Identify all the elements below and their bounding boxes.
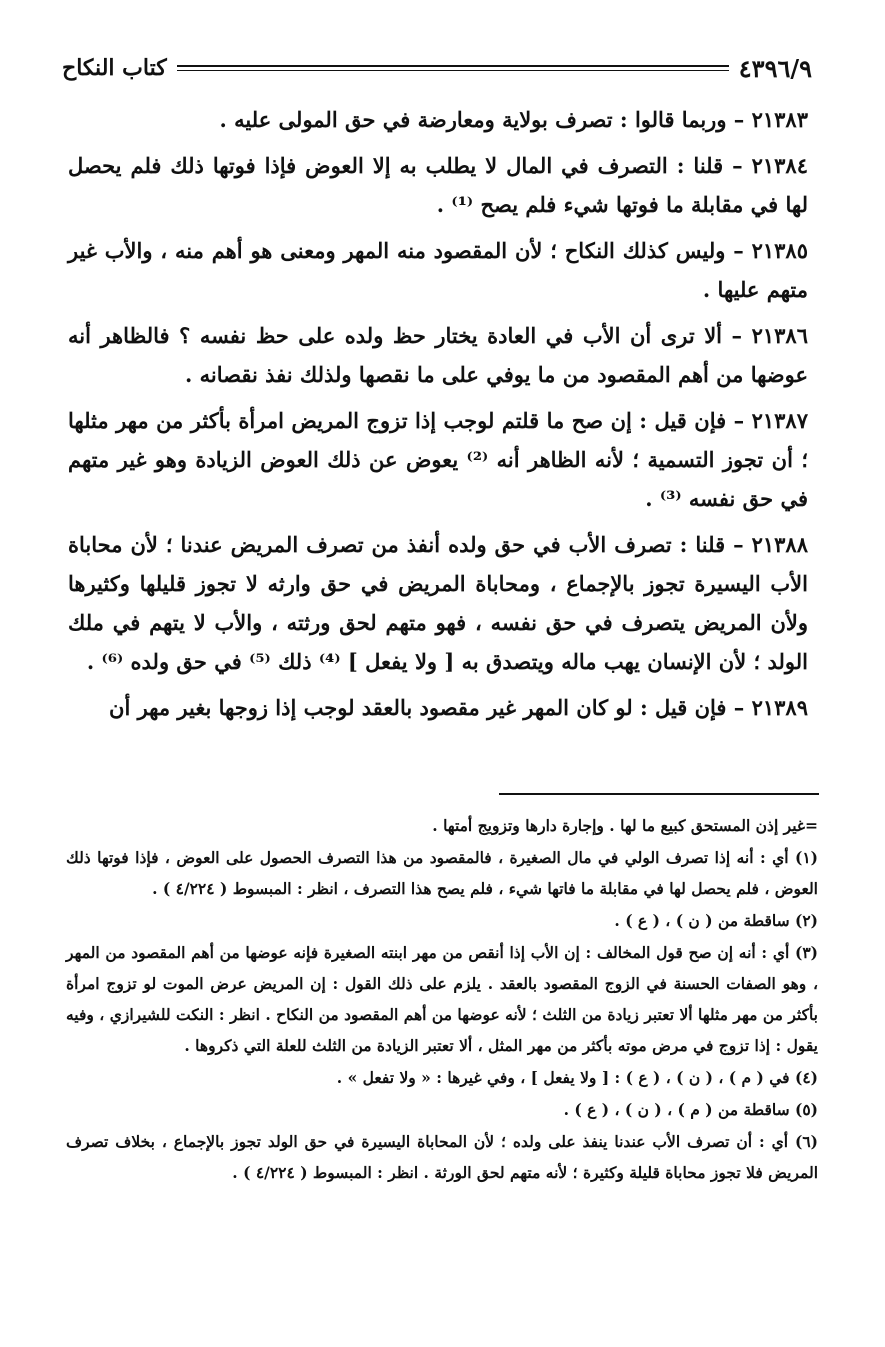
footnote: (١) أي : أنه إذا تصرف الولي في مال الصغيرة ، فالمقصود من هذا التصرف الحصول على العوض ، فإذا فوتها ذلك العوض ، فلم يحصل لها في مقابلة ما فاتها شيء ، فلم يصح هذا التصرف ، انظر : المبسوط ( ٤/٢٢٤ ) . — [66, 848, 818, 898]
page-number: ٤٣٩٦/٩ — [738, 53, 812, 83]
paragraph: ٢١٣٨٦ – ألا ترى أن الأب في العادة يختار حظ ولده على حظ نفسه ؟ فالظاهر أنه عوضها من أهم المقصود من ما يوفي على ما نقصها ولذلك نفذ نقصانه . — [68, 323, 808, 387]
book-title: كتاب النكاح — [62, 55, 167, 81]
footnote: (٢) ساقطة من ( ن ) ، ( ع ) . — [614, 911, 818, 930]
footnote: (٥) ساقطة من ( م ) ، ( ن ) ، ( ع ) . — [563, 1100, 818, 1119]
footnote-separator — [499, 793, 819, 795]
footnote: (٦) أي : أن تصرف الأب عندنا ينفذ على ولده ؛ لأن المحاباة اليسيرة في حق الولد تجوز بالإجماع ، بخلاف تصرف المريض فلا تجوز محاباة قليلة وكثيرة ؛ لأنه متهم لحق الورثة . انظر : المبسوط ( ٤/٢٢٤ ) . — [66, 1132, 818, 1182]
footnotes — [66, 810, 818, 1189]
paragraph: ٢١٣٨٣ – وربما قالوا : تصرف بولاية ومعارضة في حق المولى عليه . — [219, 107, 808, 132]
page-header — [62, 48, 812, 88]
paragraph: ٢١٣٨٩ – فإن قيل : لو كان المهر غير مقصود بالعقد لوجب إذا زوجها بغير مهر أن — [109, 695, 808, 720]
footnote: (٤) في ( م ) ، ( ن ) ، ( ع ) : [ ولا يفعل ] ، وفي غيرها : « ولا تفعل » . — [336, 1068, 818, 1087]
paragraph: ٢١٣٨٤ – قلنا : التصرف في المال لا يطلب به إلا العوض فإذا فوتها ذلك فلم يحصل لها في مقابلة ما فوتها شيء فلم يصح ⁽¹⁾ . — [68, 153, 808, 217]
paragraph: ٢١٣٨٨ – قلنا : تصرف الأب في حق ولده أنفذ من تصرف المريض عندنا ؛ لأن محاباة الأب اليسيرة تجوز بالإجماع ، ومحاباة المريض في حق وارثه لا تجوز قليلها وكثيرها ولأن المريض يتصرف في حق نفسه ، فهو متهم لحق ورثته ، والأب لا يتهم في ملك الولد ؛ لأن الإنسان يهب ماله ويتصدق به [ ولا يفعل ] ⁽⁴⁾ ذلك ⁽⁵⁾ في حق ولده ⁽⁶⁾ . — [68, 532, 808, 674]
paragraph: ٢١٣٨٥ – وليس كذلك النكاح ؛ لأن المقصود منه المهر ومعنى هو أهم منه ، والأب غير متهم عليها . — [68, 238, 808, 302]
header-rule — [177, 65, 729, 71]
footnote: (٣) أي : أنه إن صح قول المخالف : إن الأب إذا أنقص من مهر ابنته الصغيرة فإنه عوضها من أهم المقصود من المهر ، وهو الصفات الحسنة في الزوج المقصود بالعقد . يلزم على ذلك القول : إن المريض عرض الموت لو تزوج امرأة بأكثر من مهر مثلها ألا تعتبر زيادة من الثلث ؛ لأنه عوضها من أهم المقصود من النكاح . انظر : النكت للشيرازي ، وفيه يقول : إذا تزوج في مرض موته بأكثر من مهر المثل ، ألا تعتبر الزيادة من الثلث للعلة التي ذكروها . — [66, 943, 818, 1055]
paragraph: ٢١٣٨٧ – فإن قيل : إن صح ما قلتم لوجب إذا تزوج المريض امرأة بأكثر من مهر مثلها ؛ أن تجوز التسمية ؛ لأنه الظاهر أنه ⁽²⁾ يعوض عن ذلك العوض الزيادة وهو غير متهم في حق نفسه ⁽³⁾ . — [68, 408, 808, 511]
footnote: =غير إذن المستحق كبيع ما لها . وإجارة دارها وتزويج أمتها . — [432, 816, 818, 835]
main-text — [68, 100, 808, 734]
